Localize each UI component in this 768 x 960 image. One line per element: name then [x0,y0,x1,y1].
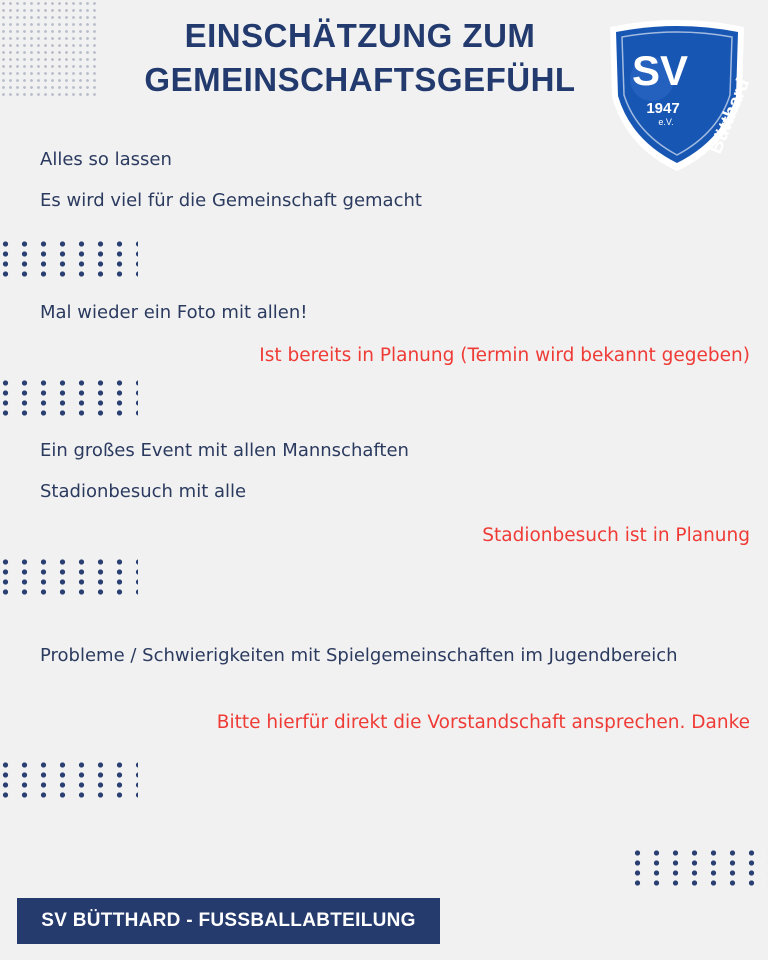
feedback-reply: Ist bereits in Planung (Termin wird bekannt gegeben) [259,345,750,366]
feedback-item: Ein großes Event mit allen Mannschaften [40,440,409,461]
feedback-item: Stadionbesuch mit alle [40,481,247,502]
page-title-line-1: EINSCHÄTZUNG ZUM [184,17,536,54]
feedback-reply: Bitte hierfür direkt die Vorstandschaft ansprechen. Danke [216,712,750,733]
footer-banner: SV BÜTTHARD - FUSSBALLABTEILUNG [17,898,440,944]
dot-divider [0,239,138,277]
feedback-item: Es wird viel für die Gemeinschaft gemacht [40,190,422,211]
dot-divider [0,378,138,416]
crest-club-name: Bütthard [705,75,755,157]
crest-suffix: e.V. [658,117,674,127]
club-crest-logo [606,17,755,173]
feedback-item: Probleme / Schwierigkeiten mit Spielgemeinschaften im Jugendbereich [40,645,678,666]
feedback-item: Alles so lassen [40,149,172,170]
decorative-dot-grid [0,0,96,96]
dot-divider [0,760,138,798]
decorative-dot-grid [628,848,768,886]
page-title [100,14,620,102]
feedback-item: Mal wieder ein Foto mit allen! [40,302,308,323]
crest-year: 1947 [646,100,680,117]
dot-divider [0,557,138,595]
crest-initials: SV [631,47,689,94]
feedback-reply: Stadionbesuch ist in Planung [482,525,750,546]
page-title-line-2: GEMEINSCHAFTSGEFÜHL [144,61,576,98]
